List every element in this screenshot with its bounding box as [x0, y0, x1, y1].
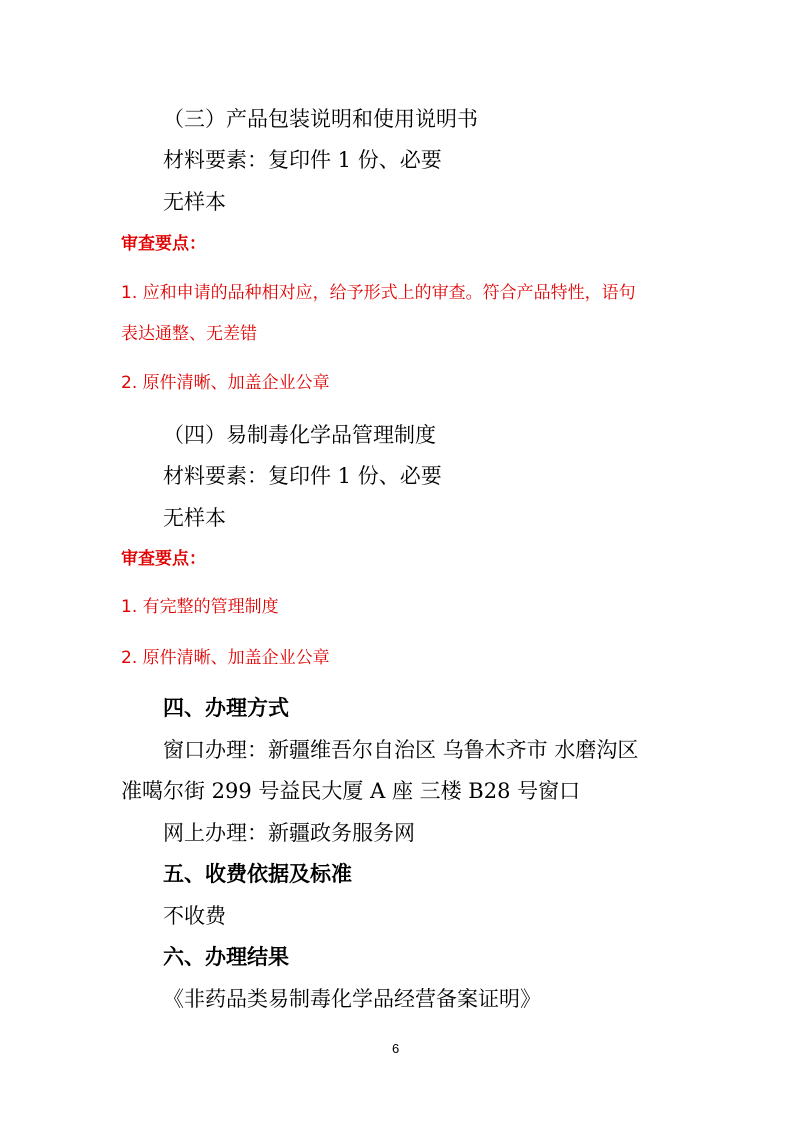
section-4-review-item-1: 1. 有完整的管理制度 [121, 597, 279, 617]
result-heading: 六、办理结果 [163, 945, 289, 969]
online-handling: 网上办理：新疆政务服务网 [163, 821, 415, 845]
section-3-title: （三）产品包装说明和使用说明书 [163, 107, 478, 131]
handling-method-heading: 四、办理方式 [163, 696, 289, 720]
section-4-sample: 无样本 [163, 506, 226, 530]
section-3-review-item-2: 2. 原件清晰、加盖企业公章 [121, 373, 330, 393]
section-4-review-title: 审查要点： [121, 549, 206, 569]
page-number: 6 [392, 1041, 400, 1056]
section-3-review-title: 审查要点： [121, 234, 206, 254]
section-4-materials: 材料要素：复印件 1 份、必要 [163, 464, 442, 488]
section-3-review-item-1-cont: 表达通整、无差错 [121, 324, 257, 344]
section-3-materials: 材料要素：复印件 1 份、必要 [163, 148, 442, 172]
window-handling-line-1: 窗口办理：新疆维吾尔自治区 乌鲁木齐市 水磨沟区 [163, 738, 639, 762]
fees-text: 不收费 [163, 904, 226, 928]
fees-heading: 五、收费依据及标准 [163, 862, 352, 886]
section-3-sample: 无样本 [163, 190, 226, 214]
result-text: 《非药品类易制毒化学品经营备案证明》 [163, 987, 541, 1011]
section-4-review-item-2: 2. 原件清晰、加盖企业公章 [121, 648, 330, 668]
section-4-title: （四）易制毒化学品管理制度 [163, 423, 436, 447]
window-handling-line-2: 准噶尔街 299 号益民大厦 A 座 三楼 B28 号窗口 [121, 779, 581, 803]
section-3-review-item-1: 1. 应和申请的品种相对应，给予形式上的审查。符合产品特性，语句 [121, 283, 636, 303]
